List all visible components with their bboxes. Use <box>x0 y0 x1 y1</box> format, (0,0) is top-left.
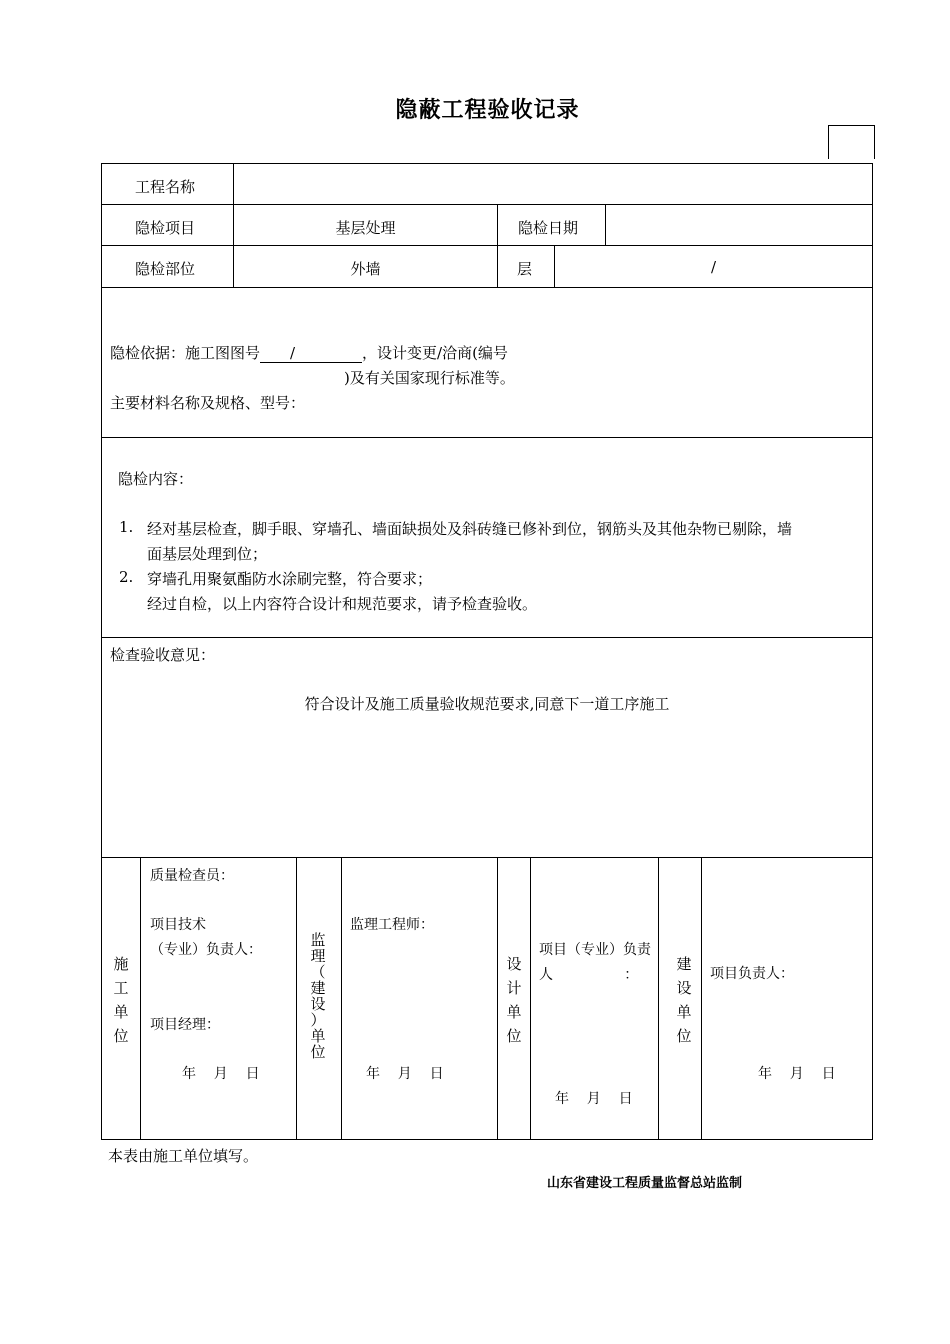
char: ） <box>310 1011 326 1029</box>
char: 设 <box>506 955 522 973</box>
record-number-box <box>828 125 875 159</box>
build-lead-label: 项目负责人： <box>710 966 794 982</box>
char: 设 <box>676 979 692 997</box>
col-divider <box>341 857 342 1139</box>
floor-label: 层 <box>517 260 533 278</box>
supervision-date: 年 月 日 <box>366 1066 444 1082</box>
footer-issuer: 山东省建设工程质量监督总站监制 <box>547 1176 743 1191</box>
materials-label: 主要材料名称及规格、型号： <box>110 394 306 412</box>
inspection-location-value[interactable]: 外墙 <box>350 260 381 278</box>
col-divider <box>497 204 498 287</box>
inspection-location-label: 隐检部位 <box>135 260 196 278</box>
page-title: 隐蔽工程验收记录 <box>395 98 580 123</box>
design-date: 年 月 日 <box>555 1091 633 1107</box>
design-lead-label-1: 项目（专业）负责 <box>539 942 651 958</box>
inspection-date-label: 隐检日期 <box>518 219 579 237</box>
row-divider <box>101 437 873 438</box>
col-divider <box>497 857 498 1139</box>
col-divider <box>701 857 702 1139</box>
table-border-bottom <box>101 1139 873 1140</box>
design-unit-label <box>504 952 524 1048</box>
char: 计 <box>506 979 522 997</box>
col-divider <box>140 857 141 1139</box>
tech-lead-label-2: （专业）负责人： <box>150 942 262 958</box>
char: 位 <box>506 1027 522 1045</box>
supervising-engineer-label: 监理工程师： <box>350 917 434 933</box>
char: 施 <box>113 955 129 973</box>
inspection-item-label: 隐检项目 <box>135 219 196 237</box>
char: 单 <box>676 1003 692 1021</box>
content-item-1-line-2: 面基层处理到位； <box>147 545 268 563</box>
char: 建 <box>676 955 692 973</box>
char: 单 <box>310 1027 326 1045</box>
content-item-2-number: 2. <box>119 568 134 586</box>
char: 单 <box>506 1003 522 1021</box>
row-divider <box>101 857 873 858</box>
floor-value[interactable]: / <box>710 258 717 276</box>
basis-prefix: 隐检依据：施工图图号 <box>110 344 261 362</box>
build-unit-label <box>674 952 694 1048</box>
col-divider <box>658 857 659 1139</box>
opinion-label: 检查验收意见： <box>110 646 216 664</box>
char: 设 <box>310 995 326 1013</box>
basis-line-1 <box>110 342 508 363</box>
char: 单 <box>113 1003 129 1021</box>
char: 位 <box>113 1027 129 1045</box>
design-lead-label-2: 人 ： <box>539 967 639 983</box>
char: （ <box>310 963 326 981</box>
content-item-2-line-1: 穿墙孔用聚氨酯防水涂刷完整，符合要求； <box>147 570 433 588</box>
col-divider <box>605 204 606 245</box>
char: 建 <box>310 979 326 997</box>
build-date: 年 月 日 <box>758 1066 836 1082</box>
row-divider <box>101 287 873 288</box>
table-border-top <box>101 163 873 164</box>
col-divider <box>296 857 297 1139</box>
basis-line-2: )及有关国家现行标准等。 <box>344 369 515 387</box>
basis-suffix: ，设计变更/洽商(编号 <box>362 344 508 362</box>
inspection-item-value[interactable]: 基层处理 <box>335 219 396 237</box>
char: 位 <box>676 1027 692 1045</box>
char: 理 <box>310 947 326 965</box>
row-divider <box>101 637 873 638</box>
construction-unit-label <box>111 952 131 1048</box>
table-border-right <box>872 163 873 1140</box>
tech-lead-label-1: 项目技术 <box>150 917 206 933</box>
col-divider <box>530 857 531 1139</box>
opinion-text[interactable]: 符合设计及施工质量验收规范要求,同意下一道工序施工 <box>304 695 670 713</box>
quality-inspector-label: 质量检查员： <box>150 868 234 884</box>
footer-note: 本表由施工单位填写。 <box>108 1147 259 1165</box>
content-closing: 经过自检，以上内容符合设计和规范要求，请予检查验收。 <box>147 595 538 613</box>
drawing-number-field[interactable]: / <box>260 344 362 363</box>
char: 监 <box>310 931 326 949</box>
project-name-label: 工程名称 <box>135 178 196 196</box>
row-divider <box>101 245 873 246</box>
row-divider <box>101 204 873 205</box>
char: 工 <box>113 979 129 997</box>
char: 位 <box>310 1043 326 1061</box>
construction-date: 年 月 日 <box>182 1066 260 1082</box>
content-item-1-line-1: 经对基层检查，脚手眼、穿墙孔、墙面缺损处及斜砖缝已修补到位，钢筋头及其他杂物已剔除，墙 <box>147 520 793 538</box>
project-manager-label: 项目经理： <box>150 1017 220 1033</box>
supervision-unit-label <box>308 932 328 1060</box>
table-border-left <box>101 163 102 1140</box>
content-item-1-number: 1. <box>119 518 134 536</box>
content-label: 隐检内容： <box>118 470 194 488</box>
